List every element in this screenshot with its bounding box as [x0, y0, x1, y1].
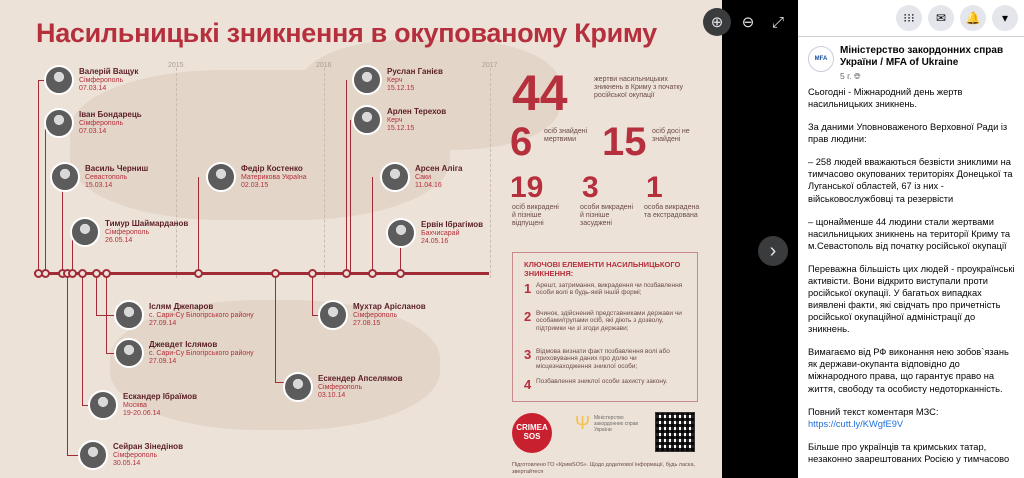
timeline-tick	[38, 80, 39, 272]
person-photo	[114, 338, 144, 368]
person-card	[114, 338, 254, 368]
page-avatar[interactable]: MFA	[808, 46, 834, 72]
person-place: с. Сари-Су Білогірського району	[149, 311, 254, 319]
person-name: Валерій Ващук	[79, 67, 139, 77]
person-place: Севастополь	[85, 173, 128, 181]
timeline-dot	[102, 269, 111, 278]
stat-caption: особа викрадена та екстрадована	[644, 204, 700, 220]
person-photo	[352, 65, 382, 95]
stat-caption: осіб викрадені й пізніше відпущені	[512, 204, 559, 228]
timeline-dot	[92, 269, 101, 278]
mfa-logo-text: Міністерство закордонних справ України	[594, 415, 639, 433]
person-photo	[352, 105, 382, 135]
key-element-number: 2	[524, 309, 532, 324]
person-photo	[44, 108, 74, 138]
post-time[interactable]	[840, 71, 861, 82]
stat-value: 1	[646, 171, 663, 204]
person-card	[114, 300, 254, 330]
person-card	[380, 162, 462, 192]
timeline-tick	[198, 177, 199, 272]
person-name: Мухтар Арісланов	[353, 302, 426, 312]
timeline-tick	[312, 275, 313, 315]
person-place: Саки	[415, 173, 431, 181]
key-element-text: Вчинок, здійснений представниками держави чи особами/групами осіб, які діють з дозволу, підтримки чи зі згоди держави;	[536, 310, 682, 332]
timeline-tick	[372, 177, 373, 272]
person-place: Сімферополь	[105, 228, 150, 236]
stat-caption: жертви насильницьких зникнень в Криму з початку російської окупації	[594, 76, 684, 100]
person-card	[206, 162, 307, 192]
post-link[interactable]: https://cutt.ly/KWgfE9V	[808, 418, 904, 429]
person-date: 26.05.14	[105, 236, 133, 244]
key-element-text: Позбавлення зниклої особи захисту закону.	[536, 378, 668, 385]
timeline-tick	[275, 275, 276, 382]
person-photo	[88, 390, 118, 420]
person-name: Арсен Аліга	[415, 164, 463, 174]
person-date: 15.12.15	[387, 84, 415, 92]
key-element-number: 4	[524, 377, 532, 392]
post-paragraph: Більше про українців та кримських татар, незаконно заарештованих Росією у тимчасово	[808, 441, 1010, 464]
timeline-dot	[271, 269, 280, 278]
timeline-dot	[308, 269, 317, 278]
person-place: Сімферополь	[353, 311, 398, 319]
stat-convicted	[582, 173, 599, 203]
person-card	[44, 108, 142, 138]
post-panel	[798, 0, 1024, 478]
person-name: Тимур Шаймарданов	[105, 219, 189, 229]
person-date: 15.03.14	[85, 181, 113, 189]
person-photo	[380, 162, 410, 192]
timeline-dot	[194, 269, 203, 278]
timeline-tick	[96, 275, 97, 315]
person-photo	[386, 218, 416, 248]
timeline-dot	[78, 269, 87, 278]
person-card	[283, 372, 403, 402]
person-date: 27.09.14	[149, 319, 177, 327]
post-paragraph-with-link	[808, 406, 1018, 430]
person-photo	[283, 372, 313, 402]
key-element-text: Арешт, затримання, викрадення чи позбавлення особи волі в будь-якій іншій формі;	[536, 282, 683, 297]
connector-line	[96, 315, 116, 316]
stat-extradited	[646, 173, 663, 203]
menu-grid-icon[interactable]: ⁝⁝⁝	[896, 5, 922, 31]
stat-victims	[512, 65, 568, 121]
post-body	[808, 86, 1018, 476]
person-date: 07.03.14	[79, 84, 107, 92]
key-element	[524, 310, 690, 332]
notifications-icon[interactable]: 🔔	[960, 5, 986, 31]
post-paragraph: – 258 людей вважаються безвісти зниклими на тимчасово окупованих територіях Донецької та Луганської областей, 67 із них - військовослужбовці та резервісти	[808, 157, 1013, 204]
account-dropdown-icon[interactable]: ▾	[992, 5, 1018, 31]
post-paragraph: Сьогодні - Міжнародний день жертв насильницьких зникнень.	[808, 87, 963, 110]
person-date: 27.08.15	[353, 319, 381, 327]
timeline-tick	[346, 80, 347, 272]
trident-icon: Ψ	[575, 413, 591, 433]
person-name: Ервін Ібрагімов	[421, 220, 484, 230]
post-time-text[interactable]: 5 г.	[840, 71, 852, 81]
key-elements-title: КЛЮЧОВІ ЕЛЕМЕНТИ НАСИЛЬНИЦЬКОГО ЗНИКНЕННЯ:	[524, 260, 681, 278]
person-photo	[70, 217, 100, 247]
person-name: Сейран Зінедінов	[113, 442, 183, 452]
person-place: Материкова Україна	[241, 173, 307, 181]
person-card	[318, 300, 426, 330]
person-name: Ескендер Апселямов	[318, 374, 403, 384]
person-place: с. Сари-Су Білогірського району	[149, 349, 254, 357]
key-element-number: 3	[524, 347, 532, 362]
stat-value: 19	[510, 171, 544, 204]
person-place: Сімферополь	[79, 119, 124, 127]
stat-value: 15	[602, 120, 647, 164]
person-photo	[114, 300, 144, 330]
person-card	[88, 390, 197, 420]
key-element-number: 1	[524, 281, 532, 296]
person-name: Арлен Терехов	[387, 107, 447, 117]
person-date: 11.04.16	[415, 181, 442, 189]
person-date: 24.05.16	[421, 237, 449, 245]
person-date: 15.12.15	[387, 124, 415, 132]
credit-text: Підготовлено ГО «КримSOS». Щодо додаткової інформації, будь ласка, звертайтеся	[512, 462, 696, 475]
person-photo	[44, 65, 74, 95]
post-paragraph: Повний текст коментаря МЗС:	[808, 406, 939, 417]
sos-line: SOS	[523, 432, 541, 441]
globe-icon: 🌐︎	[853, 71, 861, 81]
person-place: Бахчисарай	[421, 229, 460, 237]
stat-found-dead	[510, 122, 532, 162]
stat-value: 44	[512, 65, 568, 121]
person-name: Василь Черниш	[85, 164, 149, 174]
person-photo	[206, 162, 236, 192]
person-card	[44, 65, 138, 95]
key-element-text: Відмова визнати факт позбавлення волі або приховування даних про долю чи місцезнаходження зниклої особи;	[536, 348, 670, 370]
year-label: 2015	[168, 62, 184, 69]
person-place: Керч	[387, 116, 403, 124]
person-card	[352, 105, 446, 135]
timeline-tick	[67, 275, 68, 455]
stat-released	[510, 173, 543, 203]
year-label: 2017	[482, 62, 498, 69]
key-element	[524, 348, 690, 370]
person-name: Іслям Джепаров	[149, 302, 214, 312]
person-place: Сімферополь	[113, 451, 158, 459]
person-place: Сімферополь	[318, 383, 363, 391]
person-photo	[50, 162, 80, 192]
post-paragraph: Вимагаємо від РФ виконання нею зобов`язань як держави-окупанта відповідно до міжнародного права, що гарантує право на життя, свободу та особисту недоторканність.	[808, 347, 1009, 394]
timeline-dot	[396, 269, 405, 278]
person-photo	[318, 300, 348, 330]
year-label: 2016	[316, 62, 332, 69]
person-name: Федір Костенко	[241, 164, 303, 174]
timeline-dot	[68, 269, 77, 278]
person-date: 30.05.14	[113, 459, 141, 467]
person-name: Ескандер Ібраїмов	[123, 392, 198, 402]
stat-value: 3	[582, 171, 599, 204]
person-card	[352, 65, 443, 95]
stat-caption: осіб знайдені мертвими	[544, 128, 588, 144]
person-name: Руслан Ганієв	[387, 67, 443, 77]
page-name[interactable]: Міністерство закордонних справ України / MFA of Ukraine	[840, 45, 1004, 68]
crimea-sos-logo	[512, 413, 552, 453]
key-element	[524, 378, 690, 391]
person-name: Джевдет Іслямов	[149, 340, 218, 350]
stat-caption: осіб досі не знайдені	[652, 128, 690, 144]
person-name: Іван Бондарець	[79, 110, 142, 120]
infographic-title: Насильницькі зникнення в окупованому Криму	[36, 18, 657, 48]
year-divider	[490, 68, 491, 278]
person-card	[78, 440, 183, 470]
fullscreen-icon[interactable]: ⤢	[771, 13, 784, 31]
person-card	[386, 218, 483, 248]
person-place: Москва	[123, 401, 147, 409]
timeline-tick	[82, 275, 83, 405]
person-card	[70, 217, 188, 247]
person-card	[50, 162, 148, 192]
post-paragraph: – щонайменше 44 людини стали жертвами насильницьких зникнень на території Криму та м.Севастополь від початку російської окупації	[808, 216, 1011, 251]
qr-code	[655, 412, 695, 452]
messenger-icon[interactable]: ✉	[928, 5, 954, 31]
timeline-dot	[41, 269, 50, 278]
stat-value: 6	[510, 120, 533, 164]
post-paragraph: За даними Уповноваженого Верховної Ради із прав людини:	[808, 122, 1008, 145]
timeline-dot	[342, 269, 351, 278]
person-date: 07.03.14	[79, 127, 107, 135]
timeline-tick	[45, 123, 46, 272]
zoom-out-icon[interactable]: ⊖	[741, 14, 755, 31]
person-place: Керч	[387, 76, 403, 84]
year-divider	[324, 68, 325, 278]
stat-not-found	[602, 122, 647, 162]
divider	[798, 36, 1024, 37]
top-toolbar	[798, 0, 1024, 36]
person-date: 02.03.15	[241, 181, 269, 189]
stat-caption: особи викрадені й пізніше засуджені	[580, 204, 634, 228]
key-element	[524, 282, 690, 297]
person-date: 27.09.14	[149, 357, 177, 365]
timeline-tick	[350, 120, 351, 272]
person-place: Сімферополь	[79, 76, 124, 84]
person-photo	[78, 440, 108, 470]
zoom-in-icon[interactable]: ⊕	[703, 8, 731, 36]
chevron-right-icon[interactable]: ›	[758, 236, 788, 266]
post-paragraph: Переважна більшість цих людей - проукраїнські активісти. Вони відкрито виступали проти російської окупації. У багатьох випадках виявлені факти, які свідчать про причетність російської окупаційної адміністрації до зникнень.	[808, 263, 1015, 335]
person-date: 19-20.06.14	[123, 409, 161, 417]
timeline-tick	[106, 275, 107, 353]
sos-line: CRIMEA	[516, 423, 548, 433]
timeline-dot	[368, 269, 377, 278]
person-date: 03.10.14	[318, 391, 346, 399]
